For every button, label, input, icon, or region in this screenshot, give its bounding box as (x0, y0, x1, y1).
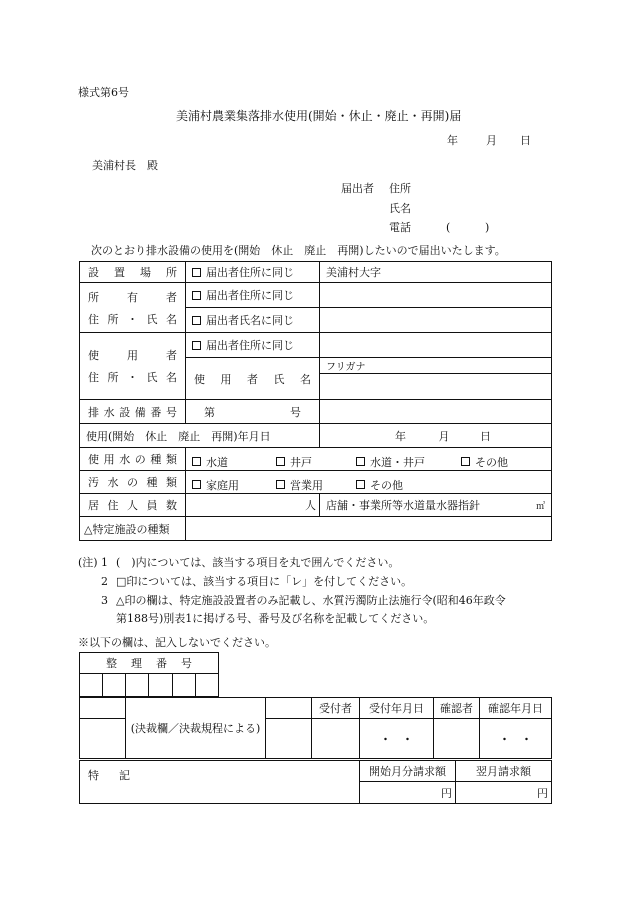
checkbox-owner-address[interactable]: 届出者住所に同じ (186, 283, 320, 308)
checkbox-icon[interactable] (192, 457, 201, 466)
notifier-label: 届出者 (341, 182, 374, 195)
owner-address-field[interactable] (320, 283, 552, 308)
confirmer-label: 確認者 (434, 698, 480, 719)
row-drain-number (80, 400, 552, 424)
phone-paren-open: ( (446, 221, 451, 234)
note-3-continuation: 第188号)別表1に掲げる号、番号及び名称を記載してください。 (116, 612, 435, 625)
receive-date-field[interactable]: ・ ・ (360, 719, 434, 759)
checkbox-icon[interactable] (276, 457, 285, 466)
reference-number-label: 整 理 番 号 (80, 653, 219, 674)
notifier-name-field[interactable] (415, 200, 545, 216)
note-1-num: 1 (101, 556, 108, 569)
note-1-text: ( )内については、該当する項目を丸で囲んでください。 (116, 556, 400, 569)
date-month[interactable]: 月 (486, 134, 497, 147)
next-month-charge-field[interactable]: 円 (456, 782, 552, 804)
checkbox-icon[interactable] (356, 457, 365, 466)
option-tap-and-well[interactable]: 水道・井戸 (356, 454, 425, 470)
remarks-table (79, 760, 552, 804)
drain-number-extra (320, 400, 552, 424)
label-water-type: 使 用 水 の 種 類 (80, 448, 186, 471)
office-use-note: ※以下の欄は、記入しないでください。 (78, 636, 276, 649)
sewage-type-options (186, 471, 552, 494)
form-title: 美浦村農業集落排水使用(開始・休止・廃止・再開)届 (176, 109, 462, 123)
note-2-num: 2 (101, 575, 108, 588)
approval-table (79, 697, 552, 759)
checkbox-icon[interactable] (192, 316, 201, 325)
drain-number-field[interactable]: 第 号 (186, 400, 320, 424)
reference-number-digits[interactable] (80, 674, 219, 697)
note-3-text: △印の欄は、特定施設設置者のみ記載し、水質汚濁防止法施行令(昭和46年政令 (116, 594, 506, 607)
row-usage-date (80, 424, 552, 448)
date-day[interactable]: 日 (520, 134, 531, 147)
receiver-label: 受付者 (312, 698, 360, 719)
start-month-charge-label: 開始月分請求額 (360, 761, 456, 782)
date-year[interactable]: 年 (447, 134, 458, 147)
label-location: 設 置 場 所 (80, 262, 186, 283)
row-owner-address (80, 283, 552, 308)
form-number: 様式第6号 (78, 86, 129, 99)
checkbox-icon[interactable] (192, 341, 201, 350)
label-residents: 居 住 人 員 数 (80, 494, 186, 517)
option-tap-water[interactable]: 水道 (192, 454, 228, 470)
confirmer-field[interactable] (434, 719, 480, 759)
notes-heading: (注) (78, 556, 98, 569)
label-user: 使 用 者 住 所 ・ 氏 名 (80, 333, 186, 400)
label-user-name: 使 用 者 氏 名 (186, 358, 320, 400)
label-sewage-type: 汚 水 の 種 類 (80, 471, 186, 494)
notifier-name-label: 氏名 (389, 202, 411, 215)
addressee: 美浦村長 殿 (92, 159, 158, 172)
row-sewage-type (80, 471, 552, 494)
checkbox-location-same[interactable]: 届出者住所に同じ (186, 262, 320, 283)
checkbox-icon[interactable] (192, 291, 201, 300)
label-special-facility: △特定施設の種類 (80, 517, 186, 541)
start-month-charge-field[interactable]: 円 (360, 782, 456, 804)
notifier-address-label: 住所 (389, 182, 411, 195)
label-drain-number: 排 水 設 備 番 号 (80, 400, 186, 424)
checkbox-icon[interactable] (192, 480, 201, 489)
notifier-phone-field[interactable] (452, 219, 484, 235)
confirm-date-label: 確認年月日 (480, 698, 552, 719)
notification-table (79, 261, 552, 541)
receiver-field[interactable] (312, 719, 360, 759)
special-facility-field[interactable] (186, 517, 552, 541)
option-business[interactable]: 営業用 (276, 477, 323, 493)
remarks-label: 特 記 (88, 769, 130, 782)
notifier-phone-label: 電話 (389, 221, 411, 234)
next-month-charge-label: 翌月請求額 (456, 761, 552, 782)
checkbox-icon[interactable] (192, 268, 201, 277)
phone-paren-close: ) (485, 221, 490, 234)
user-furigana-field[interactable]: フリガナ (320, 358, 552, 374)
option-well[interactable]: 井戸 (276, 454, 312, 470)
notifier-address-field[interactable] (415, 180, 545, 196)
confirm-date-field[interactable]: ・ ・ (480, 719, 552, 759)
label-usage-date: 使用(開始 休止 廃止 再開)年月日 (80, 424, 320, 448)
owner-name-field[interactable] (320, 308, 552, 333)
option-sewage-other[interactable]: その他 (356, 477, 403, 493)
remarks-field[interactable] (80, 761, 360, 804)
location-value[interactable]: 美浦村大字 (320, 262, 552, 283)
checkbox-icon[interactable] (276, 480, 285, 489)
checkbox-icon[interactable] (461, 457, 470, 466)
residents-field[interactable]: 人 (186, 494, 320, 517)
checkbox-owner-name[interactable]: 届出者氏名に同じ (186, 308, 320, 333)
usage-date-field[interactable]: 年 月 日 (320, 424, 552, 448)
checkbox-icon[interactable] (356, 480, 365, 489)
checkbox-user-address[interactable]: 届出者住所に同じ (186, 333, 320, 358)
option-water-other[interactable]: その他 (461, 454, 508, 470)
row-location (80, 262, 552, 283)
intro-text: 次のとおり排水設備の使用を(開始 休止 廃止 再開)したいので届出いたします。 (91, 244, 506, 257)
meter-reading-field[interactable]: 店舗・事業所等水道量水器指針 ㎥ (320, 494, 552, 517)
row-special-facility (80, 517, 552, 541)
row-residents (80, 494, 552, 517)
row-water-type (80, 448, 552, 471)
row-user-address (80, 333, 552, 358)
reference-number-box (79, 652, 219, 697)
water-type-options (186, 448, 552, 471)
approval-label: (決裁欄／決裁規程による) (126, 698, 266, 759)
note-2-text: □印については、該当する項目に「レ」を付してください。 (116, 575, 413, 588)
user-name-field[interactable] (320, 374, 552, 400)
label-owner: 所 有 者 住 所 ・ 氏 名 (80, 283, 186, 333)
option-household[interactable]: 家庭用 (192, 477, 239, 493)
receive-date-label: 受付年月日 (360, 698, 434, 719)
note-3-num: 3 (101, 594, 108, 607)
user-address-field[interactable] (320, 333, 552, 358)
